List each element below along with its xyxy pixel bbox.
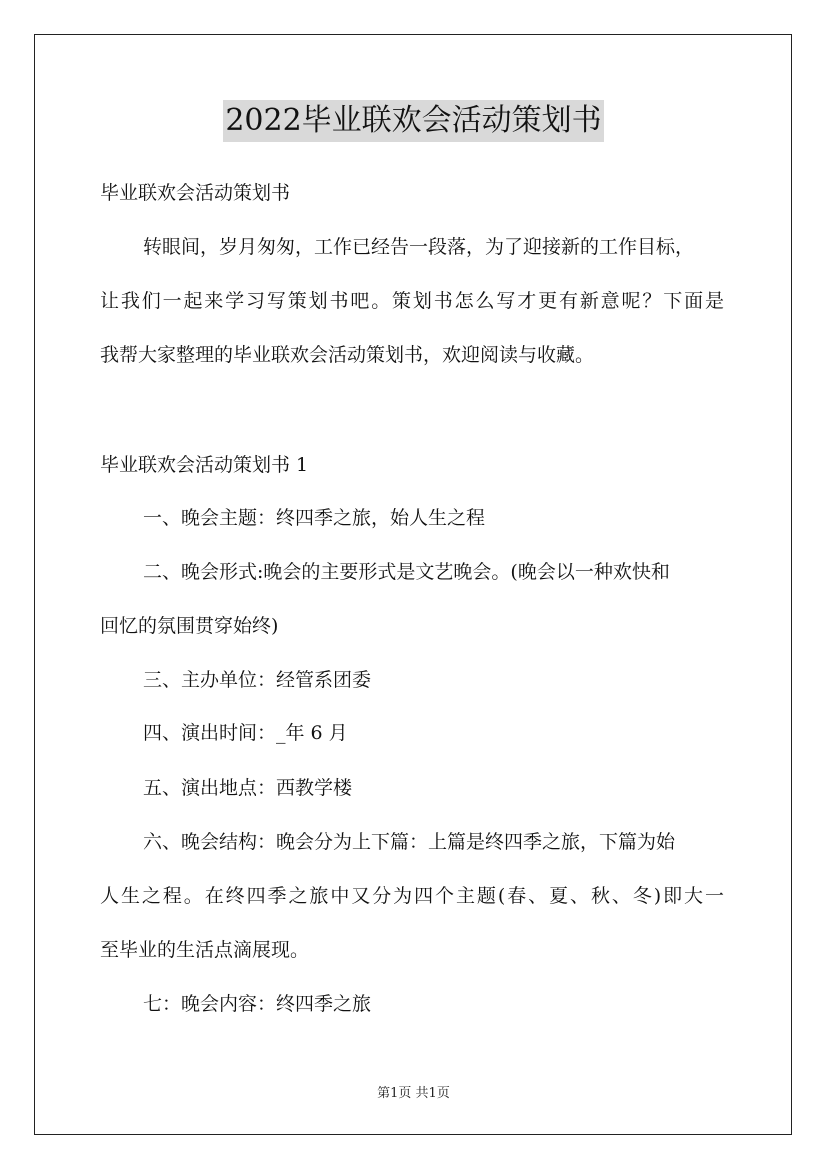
intro-line-1: 转眼间，岁月匆匆，工作已经告一段落，为了迎接新的工作目标， <box>143 236 695 258</box>
section-title: 毕业联欢会活动策划书 1 <box>100 454 309 476</box>
item-form-line-1: 二、晚会形式:晚会的主要形式是文艺晚会。(晚会以一种欢快和 <box>143 561 670 583</box>
page-footer: 第1页 共1页 <box>377 1086 450 1101</box>
title-container <box>0 100 827 142</box>
document-title: 2022毕业联欢会活动策划书 <box>223 100 603 142</box>
item-host: 三、主办单位：经管系团委 <box>143 669 372 691</box>
item-structure-line-3: 至毕业的生活点滴展现。 <box>100 939 310 961</box>
item-content: 七：晚会内容：终四季之旅 <box>143 993 372 1015</box>
document-subtitle: 毕业联欢会活动策划书 <box>100 182 291 204</box>
item-form-line-2: 回忆的氛围贯穿始终) <box>100 615 279 637</box>
intro-line-3: 我帮大家整理的毕业联欢会活动策划书，欢迎阅读与收藏。 <box>100 344 595 366</box>
item-theme: 一、晚会主题：终四季之旅，始人生之程 <box>143 507 486 529</box>
item-time: 四、演出时间：_年 6 月 <box>143 722 348 744</box>
item-structure-line-2: 人生之程。在终四季之旅中又分为四个主题(春、夏、秋、冬)即大一 <box>100 885 724 907</box>
item-place: 五、演出地点：西教学楼 <box>143 777 353 799</box>
item-structure-line-1: 六、晚会结构：晚会分为上下篇：上篇是终四季之旅，下篇为始 <box>143 831 676 853</box>
intro-line-2: 让我们一起来学习写策划书吧。策划书怎么写才更有新意呢？下面是 <box>100 290 724 312</box>
